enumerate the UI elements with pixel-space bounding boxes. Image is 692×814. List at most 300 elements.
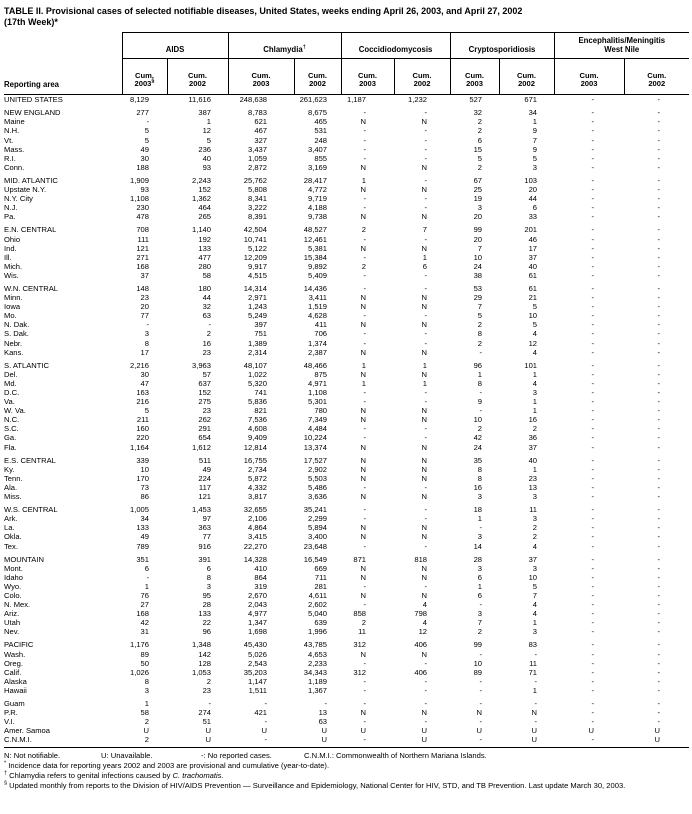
value-cell: - [657, 338, 661, 348]
value-cell: 34,343 [303, 667, 328, 677]
value-cell: 1,147 [248, 676, 268, 686]
value-cell: - [657, 473, 661, 483]
value-cell: - [591, 162, 595, 172]
value-cell: N [421, 162, 428, 172]
value-cell: 8 [477, 473, 483, 483]
value-cell: 40 [202, 153, 212, 163]
value-cell: - [146, 117, 149, 127]
value-cell: 271 [136, 252, 149, 262]
value-cell: 3 [532, 627, 538, 637]
value-cell: 3 [477, 203, 483, 213]
value-cell: 1 [206, 117, 212, 127]
value-cell: 93 [202, 162, 212, 172]
value-cell: - [657, 464, 661, 474]
value-cell: 7 [477, 243, 483, 253]
value-cell: - [479, 406, 483, 416]
value-cell: - [363, 135, 367, 145]
value-cell: - [591, 388, 595, 397]
reporting-area-cell: Ky. [4, 464, 15, 474]
table-row [4, 609, 689, 618]
value-cell: 248 [314, 135, 328, 145]
value-cell: N [421, 212, 428, 222]
reporting-area-cell: Ala. [4, 482, 18, 492]
value-cell: - [591, 563, 595, 573]
value-cell: U [421, 726, 428, 736]
value-cell: 916 [198, 541, 212, 551]
value-cell: 751 [254, 329, 268, 339]
value-cell: 5,026 [248, 649, 268, 659]
value-cell: 10 [528, 311, 538, 321]
value-cell: 1,367 [308, 685, 328, 695]
value-cell: - [591, 126, 595, 136]
reporting-area-cell: N. Dak. [4, 320, 30, 330]
value-cell: - [657, 144, 661, 154]
reporting-area-cell: Ind. [4, 243, 17, 253]
value-cell: 708 [136, 225, 149, 235]
value-cell: - [657, 618, 661, 628]
value-cell: U [261, 726, 268, 736]
table-row [4, 708, 689, 717]
value-cell: 1 [422, 360, 428, 370]
value-cell: - [657, 708, 661, 718]
value-cell: N [360, 590, 367, 600]
value-cell: N [360, 415, 367, 425]
value-cell: 637 [198, 378, 212, 388]
value-cell: - [424, 126, 428, 136]
value-cell: 3 [532, 563, 538, 573]
value-cell: - [363, 505, 367, 515]
value-cell: - [657, 360, 661, 370]
table-row [4, 406, 689, 415]
value-cell: 2 [477, 338, 483, 348]
value-cell: 5,040 [308, 609, 328, 619]
value-cell: 1,164 [129, 442, 149, 452]
table-row [4, 185, 689, 194]
value-cell: 2,106 [248, 514, 268, 524]
table-row [4, 699, 689, 708]
value-cell: 5 [532, 153, 538, 163]
value-cell: 741 [254, 388, 268, 397]
value-cell: - [363, 699, 367, 708]
value-cell: - [363, 283, 367, 293]
value-cell: 30 [140, 369, 149, 379]
value-cell: 1,511 [248, 685, 268, 695]
value-cell: 639 [314, 618, 328, 628]
value-cell: 3,407 [308, 144, 328, 154]
table-row [4, 293, 689, 302]
value-cell: N [421, 708, 428, 718]
value-cell: - [657, 442, 661, 452]
value-cell: - [657, 532, 661, 542]
value-cell: 21 [528, 293, 538, 303]
value-cell: 3 [144, 685, 149, 695]
value-cell: - [591, 194, 595, 204]
value-cell: - [591, 424, 595, 434]
value-cell: - [424, 153, 428, 163]
value-cell: - [657, 609, 661, 619]
value-cell: N [360, 162, 367, 172]
reporting-area-cell: Miss. [4, 492, 22, 502]
value-cell: U [588, 726, 595, 736]
value-cell: N [421, 347, 428, 357]
value-cell: U [476, 726, 483, 736]
value-cell: - [424, 175, 428, 185]
value-cell: 23 [202, 406, 212, 416]
value-cell: 12 [528, 338, 538, 348]
value-cell: 1,026 [129, 667, 149, 677]
table-row [4, 523, 689, 532]
value-cell: 11,616 [188, 95, 212, 105]
value-cell: 5,122 [248, 243, 268, 253]
value-cell: 16 [473, 482, 483, 492]
value-cell: 527 [469, 95, 483, 105]
value-cell: 5,301 [308, 397, 328, 407]
reporting-area-cell: NEW ENGLAND [4, 108, 61, 118]
reporting-area-cell: Conn. [4, 162, 25, 172]
value-cell: - [591, 144, 595, 154]
value-cell: 15,384 [303, 252, 328, 262]
value-cell: - [591, 329, 595, 339]
column-subheader: Cum. 2003§ [122, 58, 167, 95]
value-cell: 1,108 [308, 388, 328, 397]
value-cell: N [421, 455, 428, 465]
value-cell: 10 [528, 572, 538, 582]
value-cell: 9 [477, 397, 483, 407]
value-cell: 28,417 [303, 175, 328, 185]
value-cell: 1 [422, 378, 428, 388]
value-cell: 121 [136, 243, 149, 253]
value-cell: 2 [144, 735, 149, 745]
reporting-area-cell: Tenn. [4, 473, 23, 483]
table-row [4, 668, 689, 677]
value-cell: 44 [528, 194, 538, 204]
value-cell: N [360, 369, 367, 379]
value-cell: - [424, 541, 428, 551]
value-cell: 117 [198, 482, 212, 492]
value-cell: - [363, 735, 367, 745]
footnote-lines [4, 761, 689, 790]
value-cell: 1,453 [192, 505, 212, 515]
value-cell: 10 [140, 464, 149, 474]
value-cell: 2,670 [248, 590, 268, 600]
value-cell: 1,698 [248, 627, 268, 637]
value-cell: - [657, 135, 661, 145]
value-cell: 621 [254, 117, 268, 127]
value-cell: 103 [524, 175, 538, 185]
value-cell: 2 [144, 717, 149, 727]
value-cell: 8,783 [248, 108, 268, 118]
table-row [4, 95, 689, 105]
value-cell: - [657, 388, 661, 397]
table-row [4, 555, 689, 564]
value-cell: 101 [524, 360, 538, 370]
value-cell: 133 [136, 523, 149, 533]
value-cell: - [591, 175, 595, 185]
legend-item: U: Unavailable. [101, 751, 153, 761]
value-cell: N [421, 563, 428, 573]
value-cell: - [363, 203, 367, 213]
value-cell: - [591, 153, 595, 163]
value-cell: 4,864 [248, 523, 268, 533]
reporting-area-cell: Upstate N.Y. [4, 185, 47, 195]
value-cell: 40 [528, 261, 538, 271]
value-cell: 274 [198, 708, 212, 718]
value-cell: - [363, 658, 367, 668]
value-cell: 275 [198, 397, 212, 407]
table-row [4, 465, 689, 474]
value-cell: 42 [473, 433, 483, 443]
value-cell: - [363, 676, 367, 686]
value-cell: 5,249 [248, 311, 268, 321]
value-cell: - [591, 572, 595, 582]
value-cell: 871 [353, 554, 367, 564]
column-subheader: Cum. 2003 [554, 58, 624, 95]
value-cell: 1 [477, 369, 483, 379]
table-row [4, 212, 689, 221]
value-cell: 3,411 [308, 293, 328, 303]
reporting-area-cell: W. Va. [4, 406, 26, 416]
column-subheader: Cum. 2003 [450, 58, 499, 95]
value-cell: 8 [477, 378, 483, 388]
value-cell: N [360, 523, 367, 533]
value-cell: 42 [140, 618, 149, 628]
table-row [4, 253, 689, 262]
value-cell: - [657, 581, 661, 591]
table-row [4, 433, 689, 442]
value-cell: 7,536 [248, 415, 268, 425]
value-cell: 2,243 [192, 175, 212, 185]
reporting-area-cell: Idaho [4, 572, 24, 582]
value-cell: - [591, 212, 595, 222]
value-cell: U [531, 726, 538, 736]
value-cell: 2,734 [248, 464, 268, 474]
value-cell: - [657, 572, 661, 582]
value-cell: 1,187 [347, 95, 367, 105]
value-cell: - [591, 699, 595, 708]
value-cell: 3,963 [192, 360, 212, 370]
value-cell: 1 [477, 581, 483, 591]
value-cell: 4 [532, 541, 538, 551]
value-cell: 5 [532, 302, 538, 312]
value-cell: 1 [361, 378, 367, 388]
value-cell: - [363, 600, 367, 610]
value-cell: 142 [198, 649, 212, 659]
table-row [4, 659, 689, 668]
value-cell: - [657, 563, 661, 573]
value-cell: 7,349 [308, 415, 328, 425]
value-cell: - [657, 311, 661, 321]
value-cell: 1 [532, 406, 538, 416]
value-cell: 1,005 [129, 505, 149, 515]
value-cell: N [421, 532, 428, 542]
value-cell: U [421, 735, 428, 745]
value-cell: 15 [473, 144, 483, 154]
value-cell: 4,772 [308, 185, 328, 195]
table-row [4, 573, 689, 582]
value-cell: - [591, 455, 595, 465]
reporting-area-cell: N.H. [4, 126, 20, 136]
value-cell: - [591, 708, 595, 718]
value-cell: U [205, 735, 212, 745]
reporting-area-cell: Hawaii [4, 685, 27, 695]
value-cell: 1,519 [308, 302, 328, 312]
value-cell: 6 [144, 563, 149, 573]
reporting-area-cell: E.N. CENTRAL [4, 225, 57, 235]
reporting-area-cell: Calif. [4, 667, 22, 677]
value-cell: 34 [140, 514, 149, 524]
value-cell: 1 [422, 252, 428, 262]
value-cell: N [421, 649, 428, 659]
table-row [4, 194, 689, 203]
value-cell: 5 [144, 406, 149, 416]
value-cell: - [424, 514, 428, 524]
value-cell: 5,381 [308, 243, 328, 253]
value-cell: - [424, 270, 428, 280]
table-row [4, 145, 689, 154]
value-cell: N [360, 572, 367, 582]
table-row [4, 154, 689, 163]
value-cell: 8 [477, 464, 483, 474]
value-cell: 3 [144, 329, 149, 339]
value-cell: - [591, 135, 595, 145]
value-cell: 1 [532, 117, 538, 127]
value-cell: - [591, 658, 595, 668]
value-cell: - [657, 293, 661, 303]
reporting-area-cell: Ill. [4, 252, 12, 262]
value-cell: 2,902 [308, 464, 328, 474]
value-cell: 7 [422, 225, 428, 235]
value-cell: 40 [528, 455, 538, 465]
value-cell: 3,437 [248, 144, 268, 154]
value-cell: - [363, 397, 367, 407]
value-cell: 654 [198, 433, 212, 443]
value-cell: 18 [473, 505, 483, 515]
value-cell: 49 [140, 532, 149, 542]
value-cell: - [657, 717, 661, 727]
value-cell: 33 [528, 212, 538, 222]
footnote-marker: † [302, 44, 306, 51]
value-cell: 73 [140, 482, 149, 492]
value-cell: - [424, 685, 428, 695]
value-cell: 17,527 [303, 455, 328, 465]
value-cell: 23,648 [303, 541, 328, 551]
table-row [4, 542, 689, 551]
value-cell: 5 [206, 135, 212, 145]
value-cell: - [363, 270, 367, 280]
value-cell: 77 [202, 532, 212, 542]
table-row [4, 514, 689, 523]
value-cell: 12,814 [243, 442, 268, 452]
value-cell: 4,653 [308, 649, 328, 659]
value-cell: 858 [353, 609, 367, 619]
value-cell: N [421, 464, 428, 474]
value-cell: 669 [314, 563, 328, 573]
value-cell: 3 [532, 514, 538, 524]
value-cell: U [531, 735, 538, 745]
value-cell: N [421, 523, 428, 533]
reporting-area-cell: N.C. [4, 415, 20, 425]
value-cell: 2,602 [308, 600, 328, 610]
reporting-area-cell: Md. [4, 378, 17, 388]
value-cell: N [421, 442, 428, 452]
value-cell: 8 [144, 676, 149, 686]
value-cell: 42,504 [243, 225, 268, 235]
table-row [4, 117, 689, 126]
reporting-area-cell: Maine [4, 117, 25, 127]
value-cell: - [591, 514, 595, 524]
value-cell: 28 [473, 554, 483, 564]
value-cell: 37 [140, 270, 149, 280]
value-cell: N [360, 649, 367, 659]
value-cell: 671 [524, 95, 538, 105]
value-cell: 6 [477, 590, 483, 600]
value-cell: 3,636 [308, 492, 328, 502]
value-cell: - [363, 388, 367, 397]
value-cell: 2 [477, 162, 483, 172]
table-row [4, 726, 689, 735]
value-cell: - [479, 388, 483, 397]
value-cell: - [591, 735, 595, 745]
value-cell: 351 [136, 554, 149, 564]
value-cell: N [360, 532, 367, 542]
reporting-area-cell: N. Mex. [4, 600, 31, 610]
value-cell: 95 [202, 590, 212, 600]
value-cell: 7 [532, 135, 538, 145]
value-cell: - [479, 523, 483, 533]
table-row [4, 474, 689, 483]
value-cell: 4,608 [248, 424, 268, 434]
footnote: § Updated monthly from reports to the Division of HIV/AIDS Prevention — Surveillance and Epidemiology, National Center for HIV, STD, and TB Prevention. Last update March 30, 2003. [4, 780, 626, 790]
value-cell: - [657, 658, 661, 668]
column-subheader: Cum. 2002 [394, 58, 450, 95]
value-cell: U [143, 726, 149, 736]
value-cell: 4 [532, 347, 538, 357]
reporting-area-cell: Wis. [4, 270, 19, 280]
value-cell: 1 [144, 699, 149, 708]
value-cell: - [657, 261, 661, 271]
reporting-area-cell: MID. ATLANTIC [4, 175, 58, 185]
value-cell: 192 [198, 234, 212, 244]
value-cell: N [360, 492, 367, 502]
value-cell: 2,043 [248, 600, 268, 610]
value-cell: 8,391 [248, 212, 268, 222]
value-cell: - [363, 685, 367, 695]
value-cell: 10,224 [303, 433, 328, 443]
value-cell: - [534, 676, 538, 686]
value-cell: 28 [202, 600, 212, 610]
value-cell: 11 [529, 505, 538, 515]
value-cell: 2 [206, 676, 212, 686]
value-cell: N [421, 185, 428, 195]
value-cell: - [479, 649, 483, 659]
value-cell: N [360, 243, 367, 253]
reporting-area-header: Reporting area [4, 33, 122, 95]
value-cell: - [657, 676, 661, 686]
value-cell: 4,611 [308, 590, 328, 600]
value-cell: - [657, 243, 661, 253]
footnote-marker: § [4, 780, 8, 787]
value-cell: - [657, 541, 661, 551]
value-cell: - [363, 126, 367, 136]
value-cell: - [591, 225, 595, 235]
legend-row [4, 751, 689, 761]
reporting-area-cell: UNITED STATES [4, 95, 63, 105]
reporting-area-cell: Guam [4, 699, 25, 708]
value-cell: N [360, 455, 367, 465]
value-cell: 86 [140, 492, 149, 502]
value-cell: 23 [140, 293, 149, 303]
value-cell: - [424, 194, 428, 204]
